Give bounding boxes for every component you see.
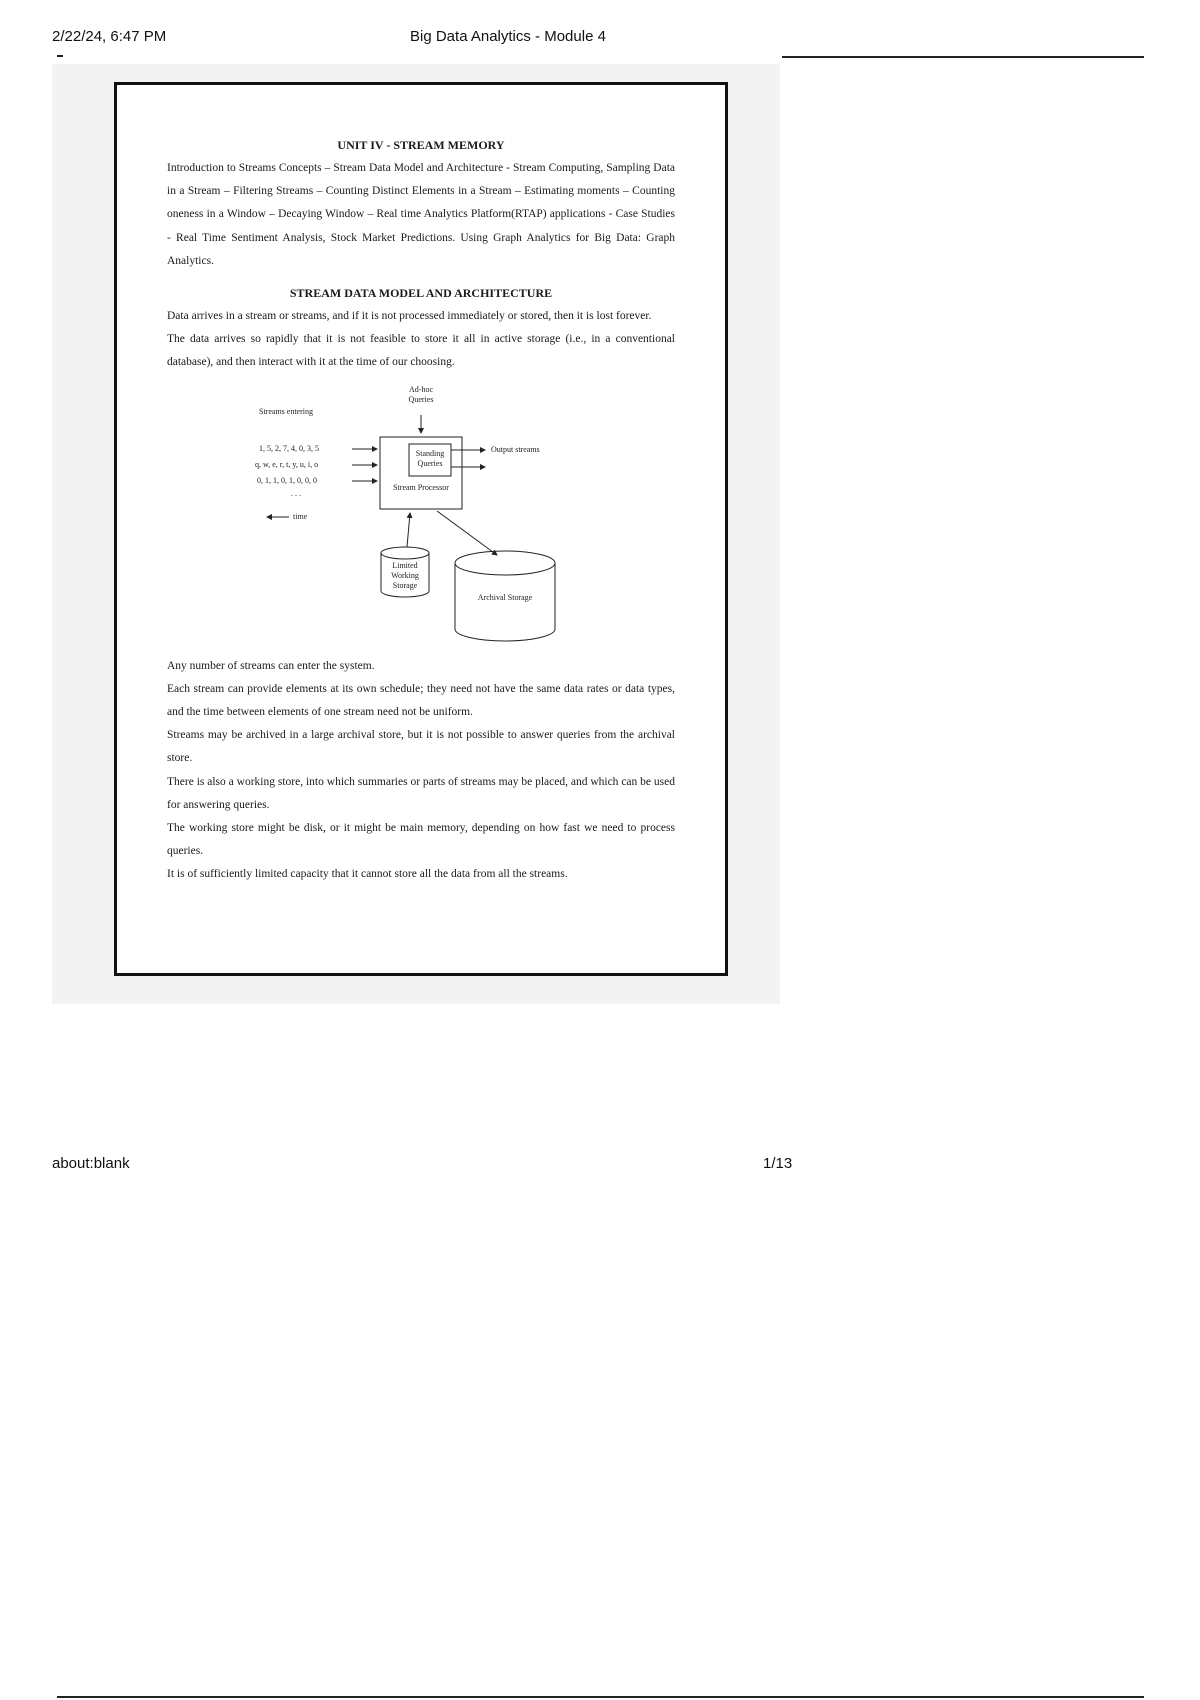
diagram-lines <box>167 377 675 651</box>
limited-working-storage-label: Limited Working Storage <box>391 560 419 590</box>
paragraph-6: There is also a working store, into which summaries or parts of streams may be placed, and which can be used for answering queries. <box>167 775 675 811</box>
archival-link <box>437 511 497 555</box>
footer-rule <box>57 1696 1144 1698</box>
stream-2-label: q, w, e, r, t, y, u, i, o <box>255 459 319 469</box>
header-rule <box>782 56 1144 58</box>
stream-3-label: 0, 1, 1, 0, 1, 0, 0, 0 <box>257 475 317 485</box>
stream-1-label: 1, 5, 2, 7, 4, 0, 3, 5 <box>259 443 319 453</box>
paragraph-1: Data arrives in a stream or streams, and if it is not processed immediately or stored, then it is lost forever. <box>167 310 652 323</box>
stream-architecture-diagram <box>167 377 675 651</box>
working-storage-link <box>407 513 410 547</box>
header-tick-mark <box>57 55 63 57</box>
output-streams-label: Output streams <box>491 444 540 454</box>
stream-processor-label: Stream Processor <box>393 482 449 492</box>
streams-entering-label: Streams entering <box>259 406 313 416</box>
paragraph-8: It is of sufficiently limited capacity that it cannot store all the data from all the streams. <box>167 868 568 881</box>
paragraph-5: Streams may be archived in a large archival store, but it is not possible to answer queries from the archival store. <box>167 729 675 765</box>
unit-heading: UNIT IV - STREAM MEMORY <box>337 138 505 152</box>
section-heading: STREAM DATA MODEL AND ARCHITECTURE <box>289 286 553 301</box>
intro-paragraph: Introduction to Streams Concepts – Stream Data Model and Architecture - Stream Computing, Sampling Data in a Stream – Filtering Streams – Counting Distinct Elements in a Stream – Estimating moments – Counting oneness in a Window – Decaying Window – Real time Analytics Platform(RTAP) applications - Case Studies - Real Time Sentiment Analysis, Stock Market Predictions. Using Graph Analytics for Big Data: Graph Analytics. <box>167 162 675 267</box>
time-label: time <box>293 511 308 521</box>
document-content <box>167 137 675 887</box>
adhoc-queries-label: Ad-hoc Queries <box>408 384 434 404</box>
print-header-title: Big Data Analytics - Module 4 <box>410 28 606 45</box>
print-footer-page-number: 1/13 <box>763 1155 793 1172</box>
print-header-datetime: 2/22/24, 6:47 PM <box>52 28 167 45</box>
print-footer-url: about:blank <box>52 1155 130 1172</box>
paragraph-7: The working store might be disk, or it might be main memory, depending on how fast we need to process queries. <box>167 822 675 858</box>
paragraph-2: The data arrives so rapidly that it is not feasible to store it all in active storage (i.e., in a conventional database), and then interact with it at the time of our choosing. <box>167 333 675 369</box>
ellipsis-label: . . . <box>291 488 301 498</box>
archival-storage-label: Archival Storage <box>477 592 533 602</box>
document-page <box>114 82 728 976</box>
standing-queries-label: Standing Queries <box>415 448 445 468</box>
stream-processor-box <box>380 437 462 509</box>
paragraph-4: Each stream can provide elements at its own schedule; they need not have the same data rates or data types, and the time between elements of one stream need not be uniform. <box>167 682 675 719</box>
paragraph-3: Any number of streams can enter the system. <box>167 659 375 672</box>
